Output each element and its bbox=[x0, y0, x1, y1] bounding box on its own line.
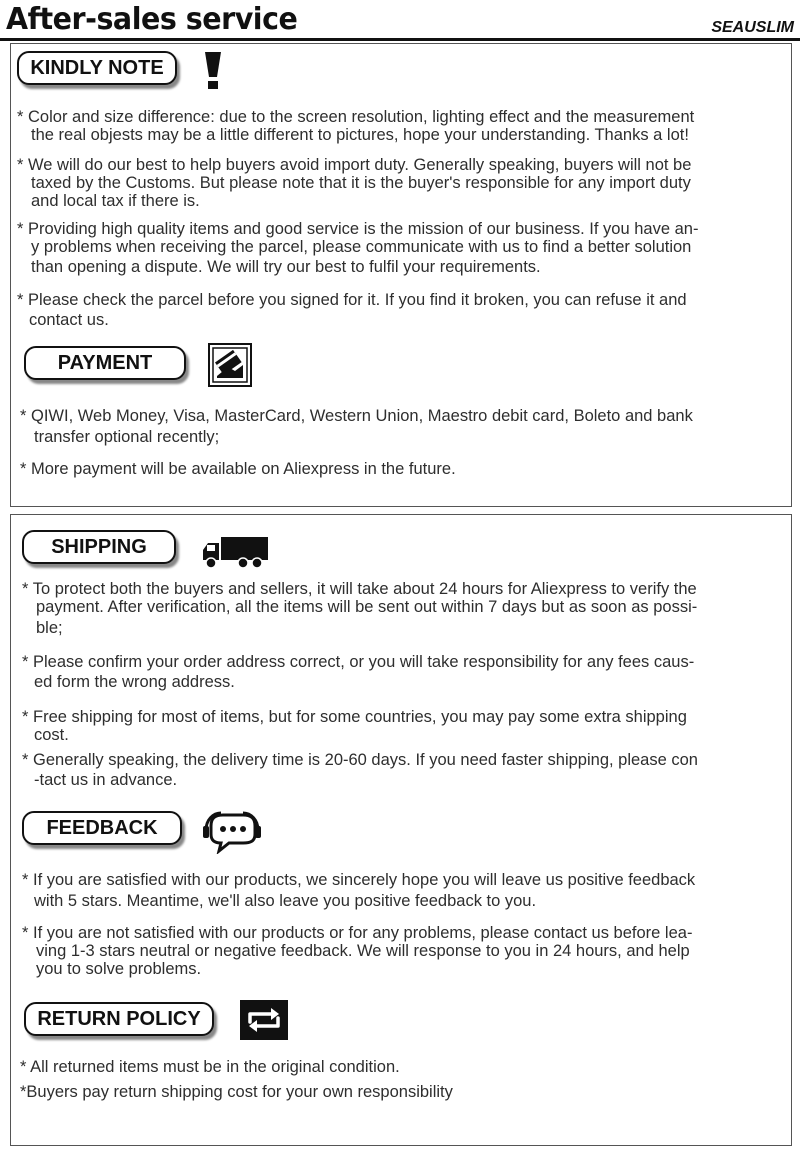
kindly-note-item-1: * Color and size difference: due to the screen resolution, lighting effect and the measurement the real objests may be a little different to pictures, hope your understanding. Thanks a lot! bbox=[17, 108, 695, 144]
return-policy-heading: RETURN POLICY bbox=[24, 1002, 214, 1036]
header-divider bbox=[0, 38, 800, 41]
kindly-note-item-4: * Please check the parcel before you signed for it. If you find it broken, you can refuse it and contact us. bbox=[17, 291, 687, 329]
shipping-item-2: * Please confirm your order address correct, or you will take responsibility for any fees caus- ed form the wrong address. bbox=[22, 653, 695, 691]
payment-item-1: * QIWI, Web Money, Visa, MasterCard, Western Union, Maestro debit card, Boleto and bank transfer optional recently; bbox=[20, 407, 693, 446]
brand-name: SEAUSLIM bbox=[711, 19, 794, 36]
page-title: After-sales service bbox=[6, 2, 298, 37]
return-policy-item-1: * All returned items must be in the original condition. bbox=[20, 1058, 400, 1076]
return-arrows-icon bbox=[240, 1000, 288, 1040]
feedback-heading: FEEDBACK bbox=[22, 811, 182, 845]
feedback-item-1: * If you are satisfied with our products, we sincerely hope you will leave us positive feedback with 5 stars. Meantime, we'll also leave you positive feedback to you. bbox=[22, 871, 696, 910]
shipping-item-1: * To protect both the buyers and sellers, it will take about 24 hours for Aliexpress to verify the payment. After verification, all the items will be sent out within 7 days but as soon as possi- ble; bbox=[22, 580, 698, 637]
kindly-note-heading: KINDLY NOTE bbox=[17, 51, 177, 85]
shipping-item-4: * Generally speaking, the delivery time is 20-60 days. If you need faster shipping, please con -tact us in advance. bbox=[22, 751, 698, 789]
truck-icon bbox=[201, 535, 269, 569]
kindly-note-item-3: * Providing high quality items and good service is the mission of our business. If you have an- y problems when receiving the parcel, please communicate with us to find a better solution than opening a dispute. We will try our best to fulfil your requirements. bbox=[17, 220, 699, 276]
page-header bbox=[0, 0, 800, 42]
card-payment-icon bbox=[208, 343, 252, 387]
shipping-item-3: * Free shipping for most of items, but for some countries, you may pay some extra shipping cost. bbox=[22, 708, 687, 744]
exclamation-icon bbox=[203, 52, 223, 90]
payment-item-2: * More payment will be available on Aliexpress in the future. bbox=[20, 460, 456, 478]
payment-heading: PAYMENT bbox=[24, 346, 186, 380]
return-policy-item-2: *Buyers pay return shipping cost for your own responsibility bbox=[20, 1083, 453, 1101]
shipping-heading: SHIPPING bbox=[22, 530, 176, 564]
feedback-item-2: * If you are not satisfied with our products or for any problems, please contact us before lea- ving 1-3 stars neutral or negative feedback. We will response to you in 24 hours, and help you to solve problems. bbox=[22, 924, 693, 978]
kindly-note-item-2: * We will do our best to help buyers avoid import duty. Generally speaking, buyers will not be taxed by the Customs. But please note that it is the buyer's responsible for any import duty and local tax if there is. bbox=[17, 156, 692, 210]
chat-bubble-icon bbox=[203, 810, 261, 854]
